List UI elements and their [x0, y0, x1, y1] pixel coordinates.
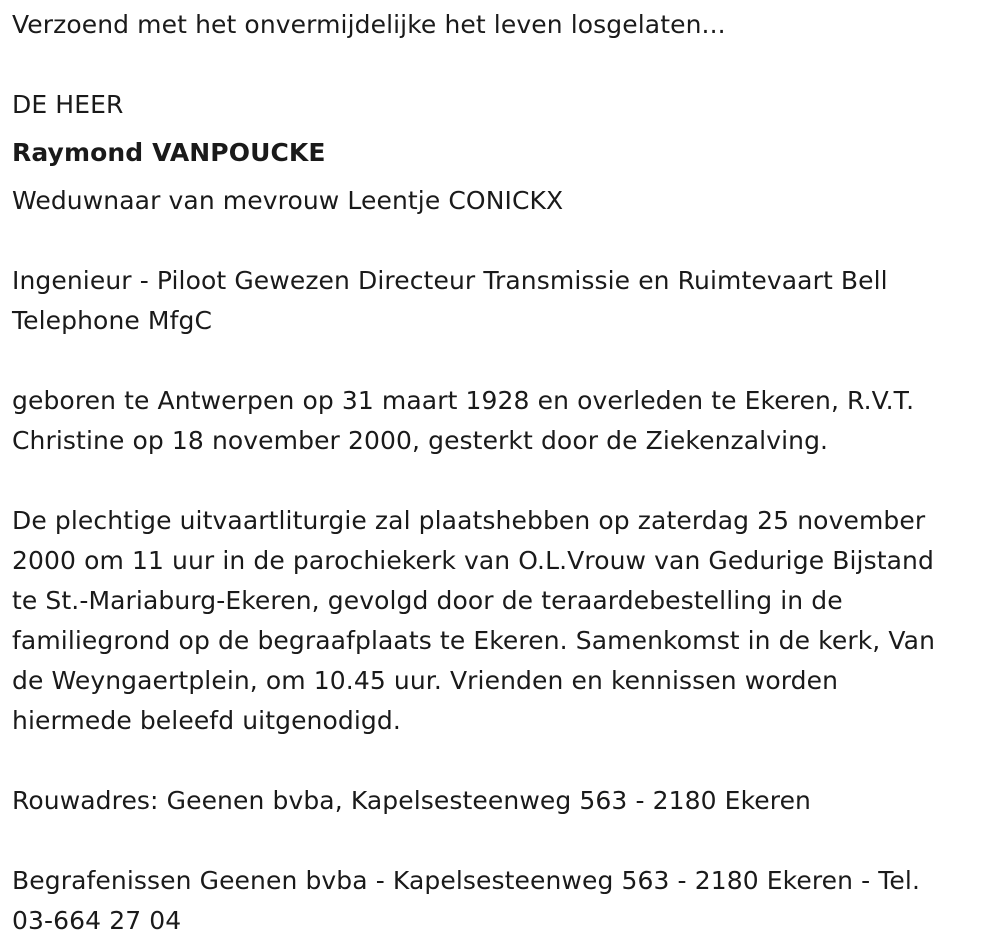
deceased-name: Raymond VANPOUCKE: [12, 138, 326, 167]
funeral-line-5: de Weyngaertplein, om 10.45 uur. Vrienden en kennissen worden: [12, 666, 839, 695]
birth-death-line-1: geboren te Antwerpen op 31 maart 1928 en overleden te Ekeren, R.V.T.: [12, 386, 915, 415]
funeral-line-2: 2000 om 11 uur in de parochiekerk van O.L.Vrouw van Gedurige Bijstand: [12, 546, 934, 575]
funeral-line-4: familiegrond op de begraafplaats te Ekeren. Samenkomst in de kerk, Van: [12, 626, 936, 655]
funeral-line-1: De plechtige uitvaartliturgie zal plaatshebben op zaterdag 25 november: [12, 506, 926, 535]
birth-death-line-2: Christine op 18 november 2000, gesterkt door de Ziekenzalving.: [12, 426, 829, 455]
funeral-line-6: hiermede beleefd uitgenodigd.: [12, 706, 401, 735]
salutation: DE HEER: [12, 90, 124, 119]
mourning-address: Rouwadres: Geenen bvba, Kapelsesteenweg 563 - 2180 Ekeren: [12, 786, 811, 815]
undertaker-line-2: 03-664 27 04: [12, 906, 182, 935]
undertaker-line-1: Begrafenissen Geenen bvba - Kapelsesteenweg 563 - 2180 Ekeren - Tel.: [12, 866, 920, 895]
intro-text: Verzoend met het onvermijdelijke het leven losgelaten...: [12, 10, 726, 39]
spouse-line: Weduwnaar van mevrouw Leentje CONICKX: [12, 186, 564, 215]
profession-line-1: Ingenieur - Piloot Gewezen Directeur Transmissie en Ruimtevaart Bell: [12, 266, 888, 295]
profession-line-2: Telephone MfgC: [12, 306, 213, 335]
funeral-line-3: te St.-Mariaburg-Ekeren, gevolgd door de teraardebestelling in de: [12, 586, 843, 615]
